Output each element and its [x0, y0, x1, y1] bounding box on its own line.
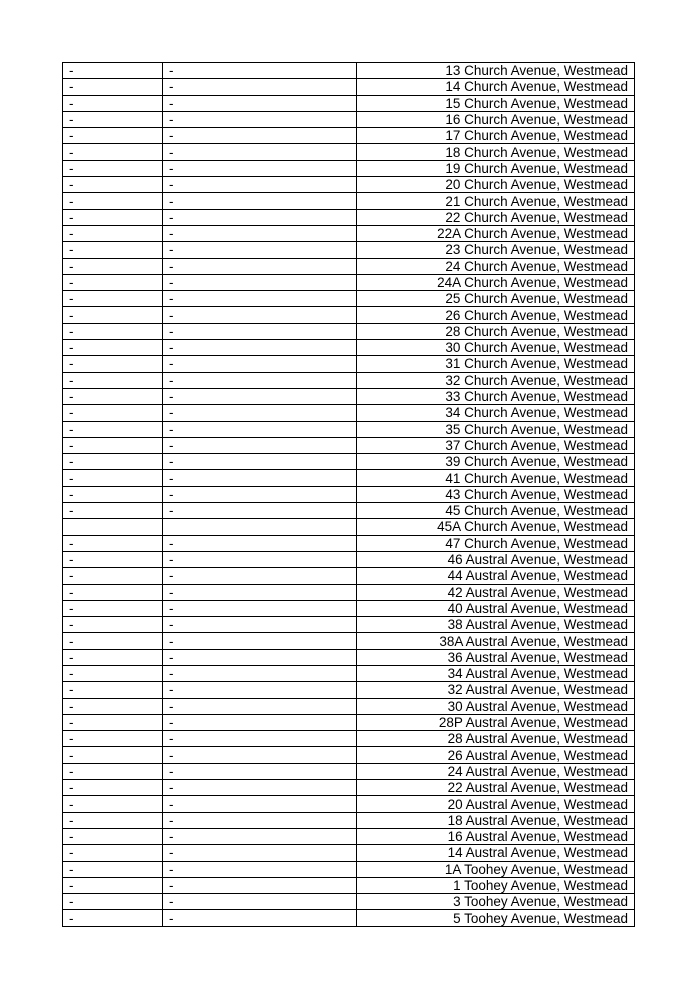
col1-cell: - — [63, 160, 163, 176]
col1-cell: - — [63, 193, 163, 209]
address-cell: 44 Austral Avenue, Westmead — [357, 568, 635, 584]
table-row — [63, 910, 635, 926]
address-cell: 1 Toohey Avenue, Westmead — [357, 877, 635, 893]
table-row — [63, 79, 635, 95]
col1-cell: - — [63, 568, 163, 584]
table-row — [63, 258, 635, 274]
col2-cell: - — [163, 486, 357, 502]
col2-cell: - — [163, 763, 357, 779]
address-cell: 22A Church Avenue, Westmead — [357, 225, 635, 241]
address-cell: 26 Austral Avenue, Westmead — [357, 747, 635, 763]
address-cell: 14 Church Avenue, Westmead — [357, 79, 635, 95]
col2-cell: - — [163, 340, 357, 356]
col1-cell: - — [63, 617, 163, 633]
col1-cell: - — [63, 388, 163, 404]
address-cell: 39 Church Avenue, Westmead — [357, 454, 635, 470]
address-cell: 23 Church Avenue, Westmead — [357, 242, 635, 258]
address-cell: 26 Church Avenue, Westmead — [357, 307, 635, 323]
address-cell: 30 Austral Avenue, Westmead — [357, 698, 635, 714]
col2-cell: - — [163, 111, 357, 127]
col2-cell: - — [163, 551, 357, 567]
col2-cell: - — [163, 682, 357, 698]
col2-cell: - — [163, 714, 357, 730]
col1-cell: - — [63, 894, 163, 910]
table-row — [63, 340, 635, 356]
col2-cell: - — [163, 861, 357, 877]
col1-cell: - — [63, 144, 163, 160]
col2-cell: - — [163, 698, 357, 714]
table-row — [63, 372, 635, 388]
table-row — [63, 665, 635, 681]
table-row — [63, 128, 635, 144]
address-cell: 46 Austral Avenue, Westmead — [357, 551, 635, 567]
address-cell: 15 Church Avenue, Westmead — [357, 95, 635, 111]
col1-cell: - — [63, 437, 163, 453]
address-cell: 18 Church Avenue, Westmead — [357, 144, 635, 160]
col2-cell: - — [163, 128, 357, 144]
col1-cell: - — [63, 698, 163, 714]
table-row — [63, 193, 635, 209]
col1-cell: - — [63, 486, 163, 502]
address-cell: 24A Church Avenue, Westmead — [357, 274, 635, 290]
col1-cell: - — [63, 421, 163, 437]
col2-cell: - — [163, 535, 357, 551]
col1-cell: - — [63, 79, 163, 95]
table-row — [63, 877, 635, 893]
address-cell: 22 Church Avenue, Westmead — [357, 209, 635, 225]
table-row — [63, 763, 635, 779]
col2-cell: - — [163, 372, 357, 388]
col2-cell: - — [163, 388, 357, 404]
col2-cell: - — [163, 894, 357, 910]
col1-cell: - — [63, 551, 163, 567]
col1-cell: - — [63, 828, 163, 844]
table-row — [63, 242, 635, 258]
table-row — [63, 568, 635, 584]
address-cell: 33 Church Avenue, Westmead — [357, 388, 635, 404]
table-row — [63, 177, 635, 193]
col2-cell: - — [163, 242, 357, 258]
address-cell: 45 Church Avenue, Westmead — [357, 503, 635, 519]
col1-cell: - — [63, 682, 163, 698]
col1-cell: - — [63, 323, 163, 339]
col1-cell: - — [63, 649, 163, 665]
table-row — [63, 894, 635, 910]
col1-cell: - — [63, 454, 163, 470]
table-row — [63, 144, 635, 160]
table-row — [63, 160, 635, 176]
address-cell: 3 Toohey Avenue, Westmead — [357, 894, 635, 910]
table-row — [63, 209, 635, 225]
col1-cell: - — [63, 877, 163, 893]
col1-cell: - — [63, 258, 163, 274]
address-cell: 19 Church Avenue, Westmead — [357, 160, 635, 176]
address-cell: 38 Austral Avenue, Westmead — [357, 617, 635, 633]
table-row — [63, 780, 635, 796]
col1-cell: - — [63, 177, 163, 193]
col2-cell: - — [163, 95, 357, 111]
address-cell: 47 Church Avenue, Westmead — [357, 535, 635, 551]
address-cell: 28 Church Avenue, Westmead — [357, 323, 635, 339]
col1-cell: - — [63, 714, 163, 730]
col2-cell: - — [163, 209, 357, 225]
col2-cell: - — [163, 828, 357, 844]
address-cell: 37 Church Avenue, Westmead — [357, 437, 635, 453]
address-table — [62, 62, 635, 927]
table-row — [63, 503, 635, 519]
col1-cell: - — [63, 600, 163, 616]
col2-cell: - — [163, 877, 357, 893]
table-row — [63, 584, 635, 600]
col1-cell: - — [63, 111, 163, 127]
col1-cell: - — [63, 291, 163, 307]
col2-cell: - — [163, 258, 357, 274]
col1-cell: - — [63, 356, 163, 372]
table-row — [63, 617, 635, 633]
col2-cell: - — [163, 63, 357, 79]
col1-cell: - — [63, 812, 163, 828]
table-row — [63, 486, 635, 502]
col2-cell: - — [163, 633, 357, 649]
col2-cell: - — [163, 323, 357, 339]
col1-cell: - — [63, 584, 163, 600]
address-cell: 35 Church Avenue, Westmead — [357, 421, 635, 437]
table-row — [63, 682, 635, 698]
col2-cell: - — [163, 160, 357, 176]
address-cell: 34 Austral Avenue, Westmead — [357, 665, 635, 681]
address-cell: 17 Church Avenue, Westmead — [357, 128, 635, 144]
col1-cell: - — [63, 470, 163, 486]
col1-cell: - — [63, 225, 163, 241]
col2-cell: - — [163, 470, 357, 486]
address-cell: 13 Church Avenue, Westmead — [357, 63, 635, 79]
col1-cell: - — [63, 95, 163, 111]
col2-cell: - — [163, 225, 357, 241]
table-row — [63, 861, 635, 877]
table-row — [63, 649, 635, 665]
col2-cell: - — [163, 617, 357, 633]
address-cell: 43 Church Avenue, Westmead — [357, 486, 635, 502]
table-row — [63, 63, 635, 79]
table-row — [63, 812, 635, 828]
address-cell: 28P Austral Avenue, Westmead — [357, 714, 635, 730]
col2-cell: - — [163, 780, 357, 796]
table-row — [63, 698, 635, 714]
table-row — [63, 95, 635, 111]
table-row — [63, 828, 635, 844]
col1-cell: - — [63, 763, 163, 779]
col1-cell: - — [63, 307, 163, 323]
address-cell: 22 Austral Avenue, Westmead — [357, 780, 635, 796]
col1-cell: - — [63, 503, 163, 519]
table-row — [63, 551, 635, 567]
address-cell: 5 Toohey Avenue, Westmead — [357, 910, 635, 926]
address-cell: 25 Church Avenue, Westmead — [357, 291, 635, 307]
address-cell: 32 Austral Avenue, Westmead — [357, 682, 635, 698]
col1-cell: - — [63, 274, 163, 290]
col2-cell: - — [163, 454, 357, 470]
table-row — [63, 388, 635, 404]
table-row — [63, 633, 635, 649]
table-row — [63, 519, 635, 535]
col2-cell: - — [163, 177, 357, 193]
col1-cell: - — [63, 633, 163, 649]
col1-cell: - — [63, 209, 163, 225]
col1-cell: - — [63, 128, 163, 144]
col2-cell: - — [163, 307, 357, 323]
address-cell: 34 Church Avenue, Westmead — [357, 405, 635, 421]
table-row — [63, 405, 635, 421]
col2-cell: - — [163, 796, 357, 812]
table-row — [63, 307, 635, 323]
col2-cell: - — [163, 291, 357, 307]
col2-cell: - — [163, 910, 357, 926]
col1-cell: - — [63, 63, 163, 79]
address-cell: 45A Church Avenue, Westmead — [357, 519, 635, 535]
table-row — [63, 600, 635, 616]
col2-cell: - — [163, 649, 357, 665]
col1-cell: - — [63, 665, 163, 681]
col2-cell: - — [163, 584, 357, 600]
address-cell: 20 Church Avenue, Westmead — [357, 177, 635, 193]
col2-cell: - — [163, 193, 357, 209]
table-row — [63, 111, 635, 127]
col2-cell: - — [163, 79, 357, 95]
col1-cell: - — [63, 535, 163, 551]
col1-cell — [63, 519, 163, 535]
col2-cell: - — [163, 600, 357, 616]
col1-cell: - — [63, 845, 163, 861]
address-cell: 42 Austral Avenue, Westmead — [357, 584, 635, 600]
col2-cell: - — [163, 568, 357, 584]
table-row — [63, 845, 635, 861]
table-row — [63, 796, 635, 812]
address-cell: 28 Austral Avenue, Westmead — [357, 731, 635, 747]
col2-cell: - — [163, 144, 357, 160]
table-row — [63, 323, 635, 339]
col1-cell: - — [63, 372, 163, 388]
address-cell: 16 Austral Avenue, Westmead — [357, 828, 635, 844]
address-cell: 20 Austral Avenue, Westmead — [357, 796, 635, 812]
address-cell: 38A Austral Avenue, Westmead — [357, 633, 635, 649]
address-cell: 41 Church Avenue, Westmead — [357, 470, 635, 486]
address-cell: 31 Church Avenue, Westmead — [357, 356, 635, 372]
col2-cell: - — [163, 437, 357, 453]
col2-cell: - — [163, 747, 357, 763]
col2-cell — [163, 519, 357, 535]
address-cell: 21 Church Avenue, Westmead — [357, 193, 635, 209]
col2-cell: - — [163, 731, 357, 747]
col2-cell: - — [163, 845, 357, 861]
table-row — [63, 535, 635, 551]
address-cell: 18 Austral Avenue, Westmead — [357, 812, 635, 828]
col2-cell: - — [163, 274, 357, 290]
table-row — [63, 291, 635, 307]
address-cell: 1A Toohey Avenue, Westmead — [357, 861, 635, 877]
address-cell: 24 Austral Avenue, Westmead — [357, 763, 635, 779]
col1-cell: - — [63, 731, 163, 747]
col1-cell: - — [63, 910, 163, 926]
address-cell: 40 Austral Avenue, Westmead — [357, 600, 635, 616]
col2-cell: - — [163, 503, 357, 519]
table-row — [63, 437, 635, 453]
address-cell: 32 Church Avenue, Westmead — [357, 372, 635, 388]
col2-cell: - — [163, 812, 357, 828]
col1-cell: - — [63, 780, 163, 796]
col1-cell: - — [63, 796, 163, 812]
address-cell: 14 Austral Avenue, Westmead — [357, 845, 635, 861]
col2-cell: - — [163, 421, 357, 437]
table-row — [63, 454, 635, 470]
address-cell: 30 Church Avenue, Westmead — [357, 340, 635, 356]
table-row — [63, 747, 635, 763]
table-row — [63, 356, 635, 372]
col1-cell: - — [63, 747, 163, 763]
table-row — [63, 421, 635, 437]
col2-cell: - — [163, 356, 357, 372]
table-row — [63, 714, 635, 730]
col1-cell: - — [63, 340, 163, 356]
address-cell: 24 Church Avenue, Westmead — [357, 258, 635, 274]
table-row — [63, 225, 635, 241]
col1-cell: - — [63, 405, 163, 421]
table-row — [63, 731, 635, 747]
address-table-body — [63, 63, 635, 927]
col2-cell: - — [163, 405, 357, 421]
table-row — [63, 470, 635, 486]
table-row — [63, 274, 635, 290]
address-cell: 16 Church Avenue, Westmead — [357, 111, 635, 127]
col2-cell: - — [163, 665, 357, 681]
col1-cell: - — [63, 861, 163, 877]
col1-cell: - — [63, 242, 163, 258]
address-cell: 36 Austral Avenue, Westmead — [357, 649, 635, 665]
